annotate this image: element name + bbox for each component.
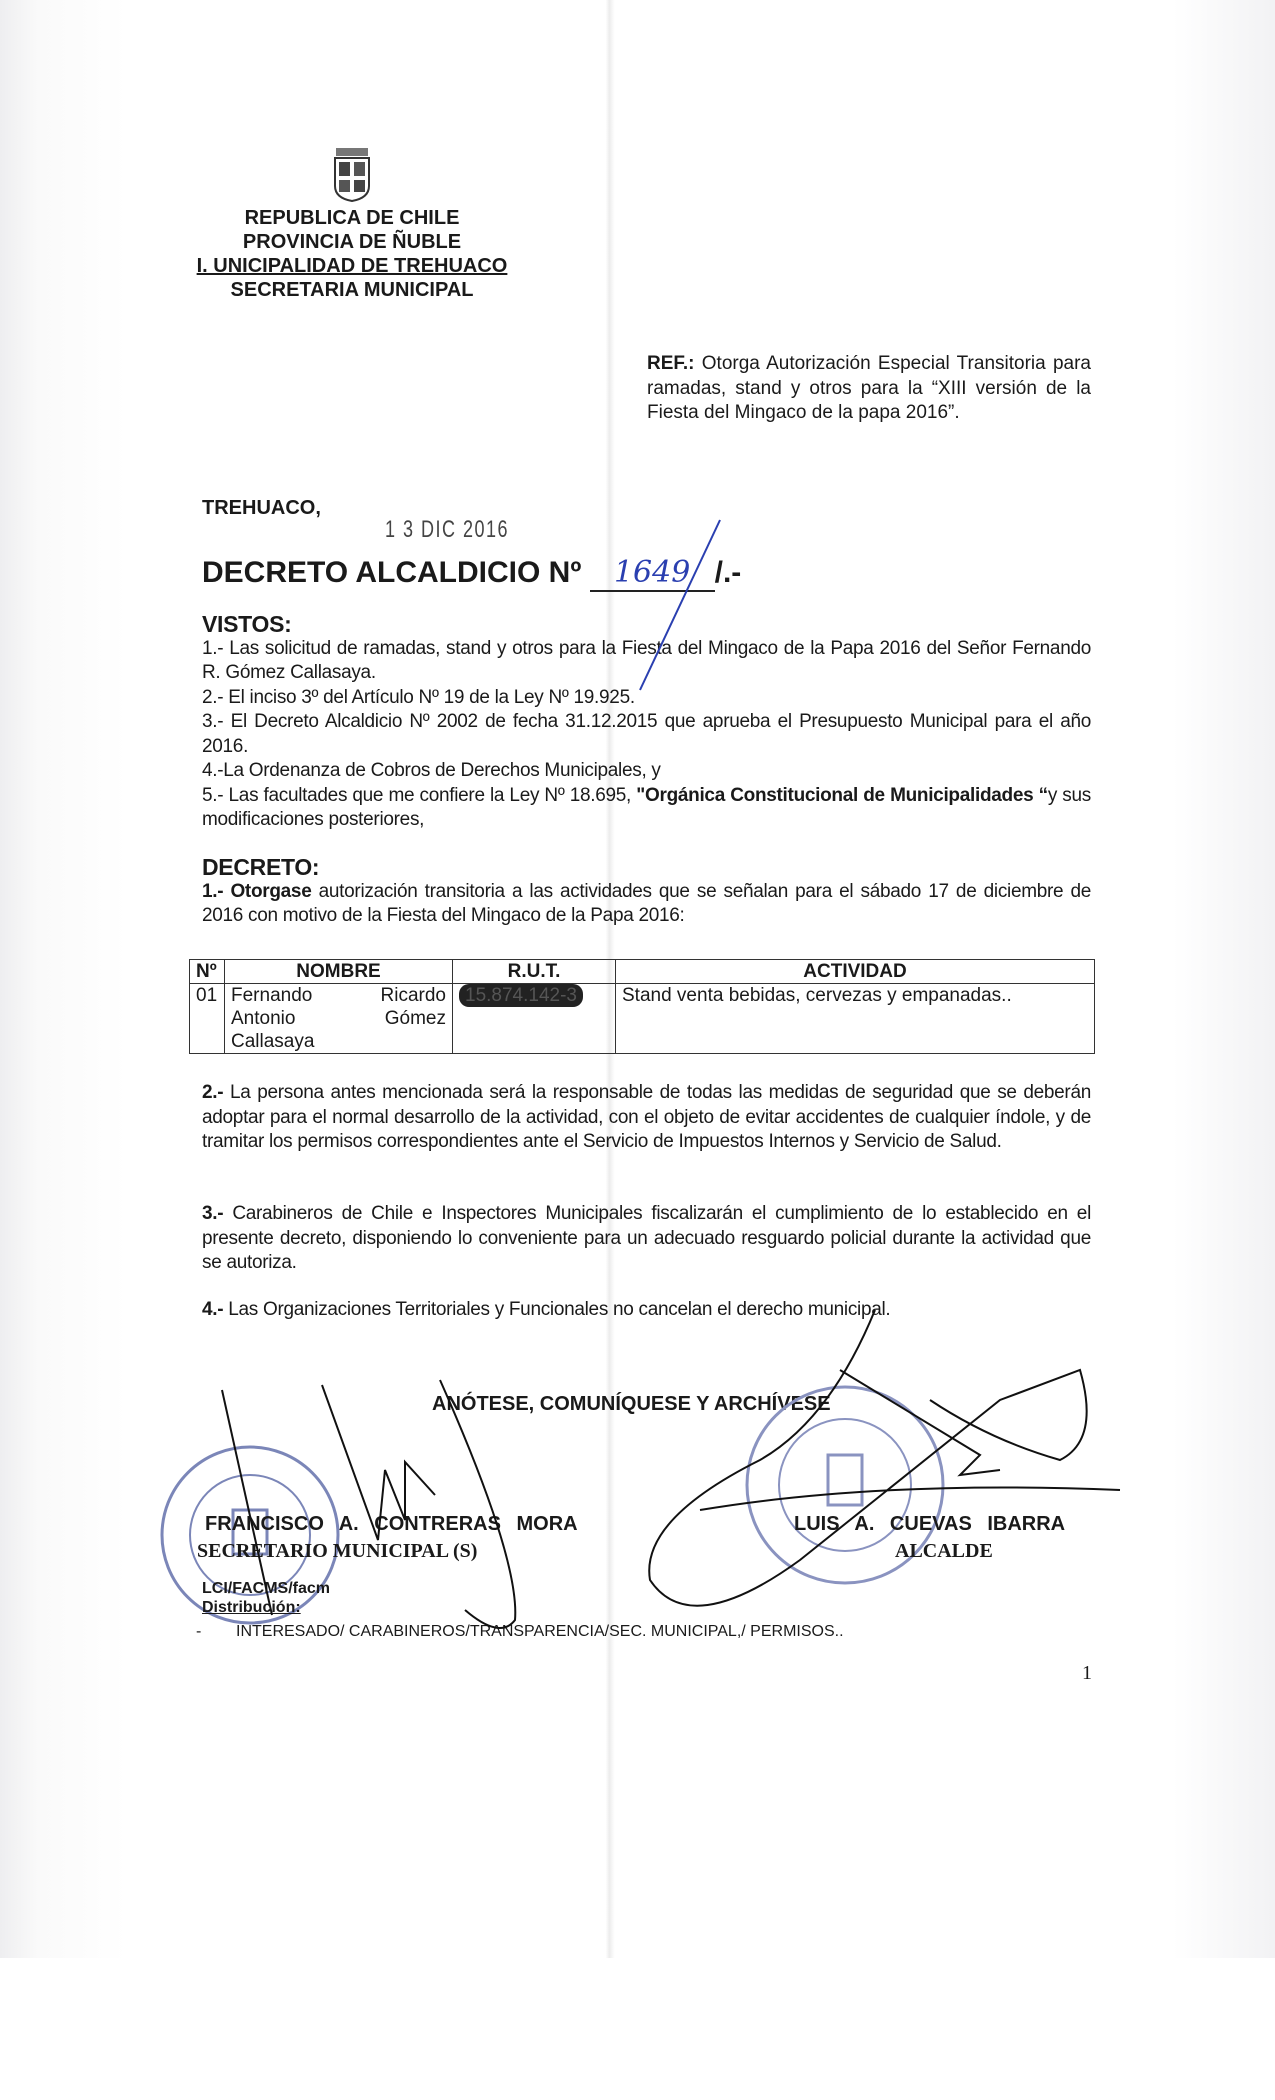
decreto-item-4-text: Las Organizaciones Territoriales y Funcionales no cancelan el derecho municipal. xyxy=(223,1299,891,1320)
law-name: "Orgánica Constitucional de Municipalidades “ xyxy=(636,784,1048,806)
letterhead-municipality: I. UNICIPALIDAD DE TREHUACO xyxy=(196,255,508,277)
decreto-item-4 xyxy=(202,1298,1091,1323)
ref-text: Otorga Autorización Especial Transitoria para ramadas, stand y otros para la “XIII versión de la Fiesta del Mingaco de la papa 2016”. xyxy=(647,353,1091,423)
cell-number: 01 xyxy=(190,984,225,1054)
decreto-item-1-label: 1.- Otorgase xyxy=(202,880,312,902)
vistos-section xyxy=(202,612,1091,833)
place: TREHUACO, xyxy=(202,497,321,519)
decreto-item-3-text: Carabineros de Chile e Inspectores Municipales fiscalizarán el cumplimiento de lo establecido en el presente decreto, disponiendo lo conveniente para un adecuado resguardo policial durante la actividad que se autoriza. xyxy=(202,1203,1091,1273)
vistos-title: VISTOS: xyxy=(202,611,292,637)
cell-rut-redacted: 15.874.142-3 xyxy=(459,984,583,1007)
decreto-item-1 xyxy=(202,880,1091,929)
reference-block xyxy=(647,352,1091,426)
vistos-item: 4.-La Ordenanza de Cobros de Derechos Municipales, y xyxy=(202,760,661,781)
decreto-item-3-label: 3.- xyxy=(202,1203,224,1224)
cell-name: Fernando Ricardo Antonio Gómez Callasaya xyxy=(225,984,453,1054)
signatory-left-role: SECRETARIO MUNICIPAL (S) xyxy=(197,1540,478,1562)
letterhead-country: REPUBLICA DE CHILE xyxy=(244,207,460,229)
signatory-right-role: ALCALDE xyxy=(895,1540,993,1562)
vistos-item xyxy=(202,784,1091,833)
decreto-item-2-label: 2.- xyxy=(202,1082,224,1103)
decreto-item-2-text: La persona antes mencionada será la responsable de todas las medidas de seguridad que se deberán adoptar para el normal desarrollo de la actividad, con el objeto de evitar accidentes de cualquier índole, y de tramitar los permisos correspondientes ante el Servicio de Impuestos Internos y Servicio de Salud. xyxy=(202,1082,1091,1152)
decreto-item-4-label: 4.- xyxy=(202,1299,224,1320)
distribution-list: INTERESADO/ CARABINEROS/TRANSPARENCIA/SEC. MUNICIPAL,/ PERMISOS.. xyxy=(236,1623,844,1640)
vistos-item5-tail: y sus modificaciones posteriores, xyxy=(202,784,1091,830)
decree-number: 1649 xyxy=(590,555,715,592)
decreto-item-2 xyxy=(202,1081,1091,1155)
page-number: 1 xyxy=(1082,1662,1092,1684)
distribution-bullet: - xyxy=(196,1623,202,1640)
signatory-left-name: FRANCISCO A. CONTRERAS MORA xyxy=(205,1513,578,1535)
table-row xyxy=(190,984,1095,1054)
col-header-name: NOMBRE xyxy=(225,960,453,984)
letterhead xyxy=(152,206,552,302)
col-header-rut: R.U.T. xyxy=(453,960,616,984)
date-stamp: 1 3 DIC 2016 xyxy=(385,516,510,543)
decreto-section xyxy=(202,855,1091,929)
decreto-item-3 xyxy=(202,1202,1091,1276)
decreto-item-1-text: autorización transitoria a las actividades que se señalan para el sábado 17 de diciembre de 2016 con motivo de la Fiesta del Mingaco de la Papa 2016: xyxy=(202,880,1092,926)
authorization-table xyxy=(189,959,1095,1054)
coat-of-arms-icon xyxy=(330,146,374,202)
vistos-item: 3.- El Decreto Alcaldicio Nº 2002 de fecha 31.12.2015 que aprueba el Presupuesto Municipal para el año 2016. xyxy=(202,711,1091,757)
vistos-item: 1.- Las solicitud de ramadas, stand y otros para la Fiesta del Mingaco de la Papa 2016 del Señor Fernando R. Gómez Callasaya. xyxy=(202,637,1091,683)
distribution-title: Distribución: xyxy=(202,1599,301,1616)
closing-formula: ANÓTESE, COMUNÍQUESE Y ARCHÍVESE xyxy=(432,1393,831,1415)
signatory-right-name: LUIS A. CUEVAS IBARRA xyxy=(794,1513,1066,1535)
cell-activity: Stand venta bebidas, cervezas y empanadas.. xyxy=(616,984,1095,1054)
initials: LCI/FACMS/facm xyxy=(202,1580,331,1597)
vistos-item5-text: 5.- Las facultades que me confiere la Ley Nº 18.695, xyxy=(202,784,637,806)
col-header-activity: ACTIVIDAD xyxy=(616,960,1095,984)
letterhead-province: PROVINCIA DE ÑUBLE xyxy=(242,231,462,253)
ref-label: REF.: xyxy=(647,353,695,374)
decree-title-text: DECRETO ALCALDICIO Nº xyxy=(202,556,582,589)
decree-suffix: /.- xyxy=(714,556,742,589)
decree-title xyxy=(202,555,741,592)
table-header-row xyxy=(190,960,1095,984)
letterhead-department: SECRETARIA MUNICIPAL xyxy=(230,279,474,301)
col-header-number: Nº xyxy=(190,960,225,984)
vistos-item: 2.- El inciso 3º del Artículo Nº 19 de la Ley Nº 19.925. xyxy=(202,686,635,708)
decreto-title: DECRETO: xyxy=(202,854,320,880)
